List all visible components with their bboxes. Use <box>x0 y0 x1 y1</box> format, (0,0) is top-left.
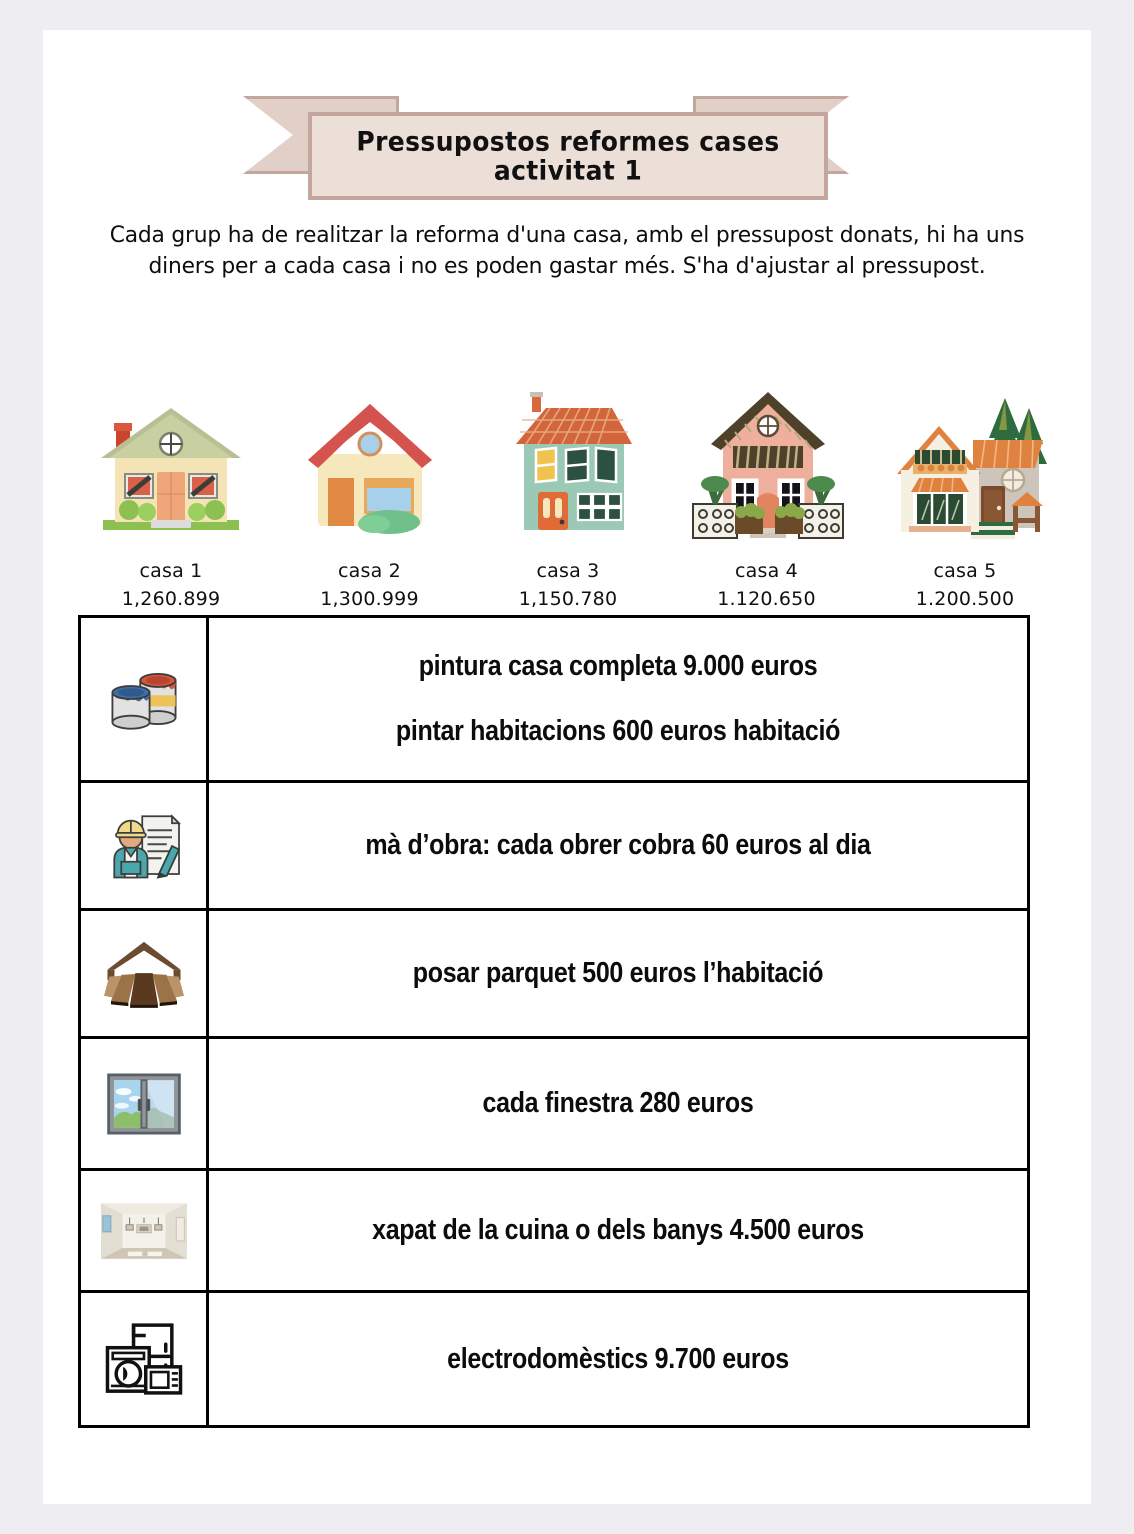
ribbon-center-panel <box>308 112 828 200</box>
houses-row <box>73 350 1063 610</box>
price-item-line: xapat de la cuina o dels banys 4.500 euros <box>372 1213 864 1247</box>
window-icon <box>81 1072 206 1136</box>
worksheet-page <box>43 30 1091 1504</box>
price-item-line: pintar habitacions 600 euros habitació <box>395 714 841 748</box>
table-row <box>80 1170 1029 1292</box>
row-icon-cell <box>80 1038 208 1170</box>
house-amount: 1,300.999 <box>320 588 419 610</box>
parquet-flooring-icon <box>81 938 206 1010</box>
table-row <box>80 1038 1029 1170</box>
house-label: casa 4 <box>735 560 798 582</box>
price-item-line: posar parquet 500 euros l’habitació <box>412 956 824 990</box>
house-label: casa 3 <box>536 560 600 582</box>
row-text-cell <box>208 617 1029 782</box>
price-list-table <box>78 615 1030 1428</box>
row-text-cell <box>208 1170 1029 1292</box>
house-amount: 1.200.500 <box>915 588 1015 610</box>
house-item-1 <box>73 382 269 610</box>
house-amount: 1,260.899 <box>121 588 221 610</box>
table-row <box>80 1292 1029 1427</box>
table-row <box>80 782 1029 910</box>
house-amount: 1.120.650 <box>717 588 816 610</box>
house-item-4 <box>669 382 865 610</box>
row-icon-cell <box>80 617 208 782</box>
page-title-line1: Pressupostos reformes cases <box>356 125 780 157</box>
row-text-cell <box>208 1038 1029 1170</box>
house-label: casa 2 <box>338 560 401 582</box>
paint-cans-icon <box>81 663 206 735</box>
house-cream-green-roof-icon <box>83 382 259 550</box>
house-label: casa 5 <box>933 560 997 582</box>
house-cream-orange-roof-pines-icon <box>877 382 1053 550</box>
table-row <box>80 910 1029 1038</box>
row-icon-cell <box>80 782 208 910</box>
row-icon-cell <box>80 1170 208 1292</box>
price-item-line: mà d’obra: cada obrer cobra 60 euros al dia <box>365 828 871 862</box>
row-icon-cell <box>80 910 208 1038</box>
table-row <box>80 617 1029 782</box>
tiled-room-icon <box>81 1203 206 1259</box>
house-pink-striped-roof-icon <box>679 382 855 550</box>
home-appliances-icon <box>81 1321 206 1397</box>
row-icon-cell <box>80 1292 208 1427</box>
house-item-5 <box>867 382 1063 610</box>
instructions-paragraph: Cada grup ha de realitzar la reforma d'una casa, amb el pressupost donats, hi ha uns diners per a cada casa i no es poden gastar més. S'ha d'ajustar al pressupost. <box>109 223 1025 280</box>
price-item-line: pintura casa completa 9.000 euros <box>418 649 818 683</box>
house-cream-red-roof-icon <box>282 382 458 550</box>
row-text-cell <box>208 910 1029 1038</box>
house-mint-orange-tile-roof-icon <box>480 382 656 550</box>
house-item-3 <box>470 382 666 610</box>
house-label: casa 1 <box>139 560 203 582</box>
price-item-line: cada finestra 280 euros <box>482 1086 754 1120</box>
construction-worker-document-icon <box>81 811 206 881</box>
row-text-cell <box>208 1292 1029 1427</box>
price-item-line: electrodomèstics 9.700 euros <box>447 1342 789 1375</box>
house-amount: 1,150.780 <box>518 588 618 610</box>
page-title-line2: activitat 1 <box>493 155 643 186</box>
row-text-cell <box>208 782 1029 910</box>
house-item-2 <box>272 382 468 610</box>
title-banner <box>43 90 1091 210</box>
